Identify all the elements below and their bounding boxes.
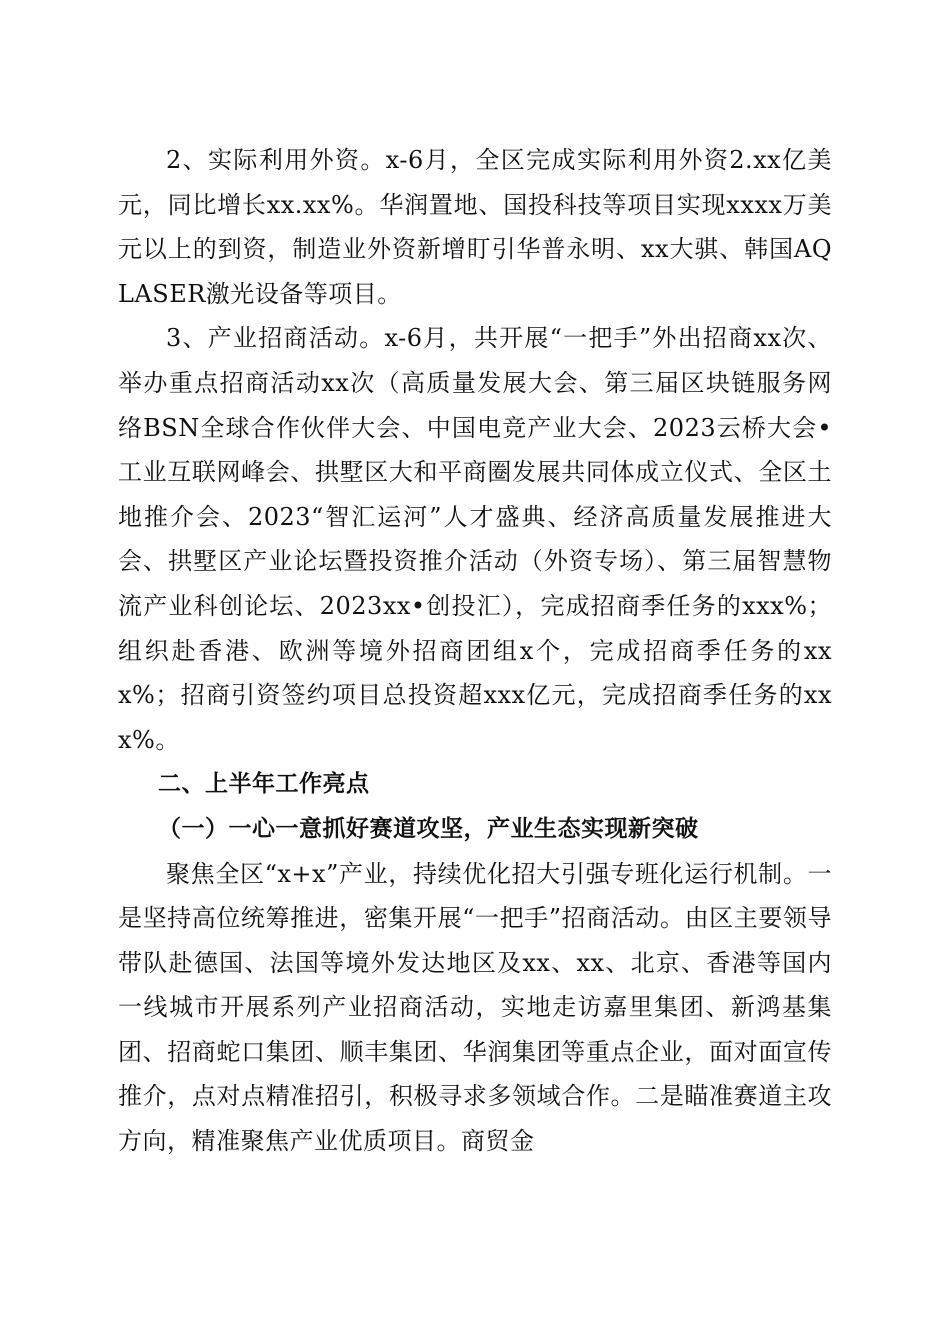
section-heading: 二、上半年工作亮点: [158, 771, 370, 798]
subsection-heading: （一）一心一意抓好赛道攻坚，产业生态实现新突破: [158, 814, 699, 842]
document-body: [118, 138, 832, 1164]
paragraph-investment-activities: 3、产业招商活动。x-6月，共开展“一把手”外出招商xx次、举办重点招商活动xx次（高质量发展大会、第三届区块链服务网络BSN全球合作伙伴大会、中国电竞产业大会、2023云桥大会•工业互联网峰会、拱墅区大和平商圈发展共同体成立仪式、全区土地推介会、2023“智汇运河”人才盛典、经济高质量发展推进大会、拱墅区产业论坛暨投资推介活动（外资专场）、第三届智慧物流产业科创论坛、2023xx•创投汇），完成招商季任务的xxx%；组织赴香港、欧洲等境外招商团组x个，完成招商季任务的xxx%；招商引资签约项目总投资超xxx亿元，完成招商季任务的xxx%。: [118, 324, 832, 754]
paragraph-industry-focus: 聚焦全区“x+x”产业，持续优化招大引强专班化运行机制。一是坚持高位统筹推进，密集开展“一把手”招商活动。由区主要领导带队赴德国、法国等境外发达地区及xx、xx、北京、香港等国内一线城市开展系列产业招商活动，实地走访嘉里集团、新鸿基集团、招商蛇口集团、顺丰集团、华润集团等重点企业，面对面宣传推介，点对点精准招引，积极寻求多领域合作。二是瞄准赛道主攻方向，精准聚焦产业优质项目。商贸金: [118, 859, 832, 1156]
paragraph-foreign-investment: 2、实际利用外资。x-6月，全区完成实际利用外资2.xx亿美元，同比增长xx.xx%。华润置地、国投科技等项目实现xxxx万美元以上的到资，制造业外资新增盯引华普永明、xx大骐、韩国AQLASER激光设备等项目。: [118, 146, 832, 308]
